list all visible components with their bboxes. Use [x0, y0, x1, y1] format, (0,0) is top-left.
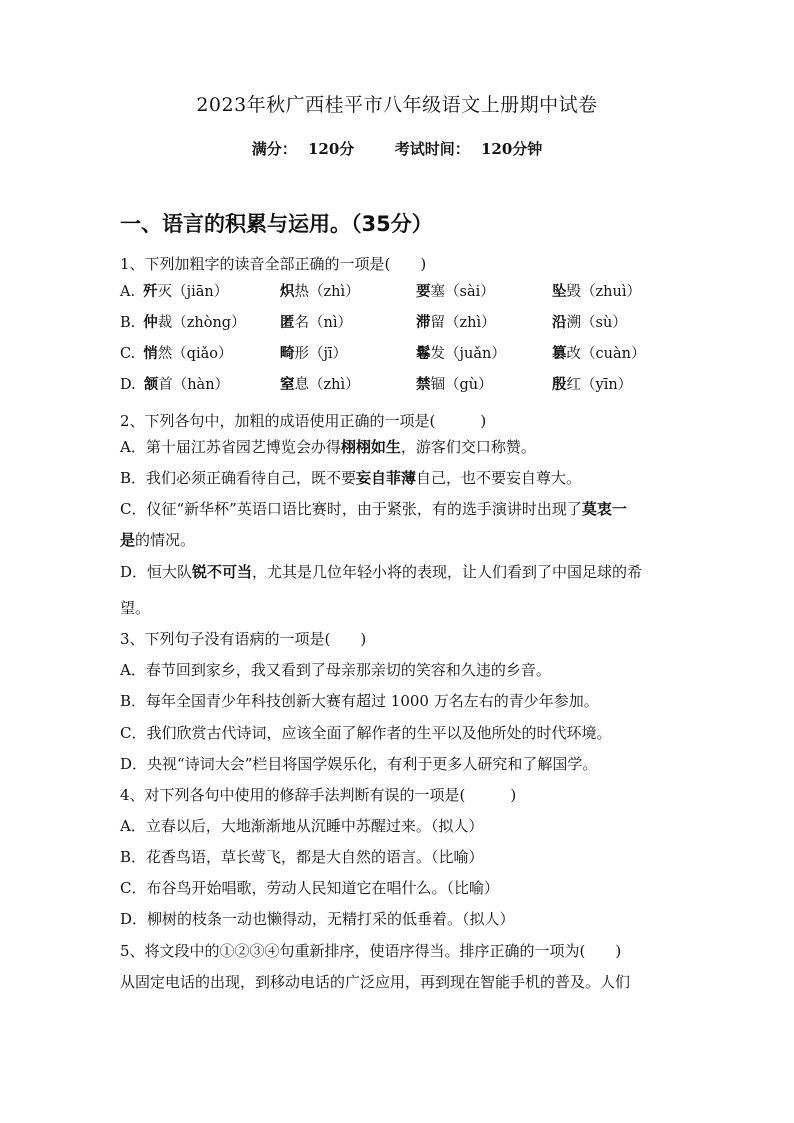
q1-word-pinyin: 留（zhì） [430, 315, 496, 331]
q1-option-c-item [120, 342, 232, 363]
q1-word-pinyin: 首（hàn） [158, 377, 230, 393]
q2-option-b [120, 467, 581, 488]
q1-word-pinyin: 息（zhì） [294, 377, 360, 393]
q1-option-c-item [280, 342, 347, 363]
q4-option-c: C．布谷鸟开始唱歌，劳动人民知道它在唱什么。（比喻） [120, 879, 499, 897]
q1-word-pinyin: 形（jī） [294, 346, 348, 362]
q1-bold-char: 禁 [416, 376, 431, 393]
q1-option-d-item [416, 373, 493, 394]
q2-stem: 2、下列各句中，加粗的成语使用正确的一项是( ) [120, 412, 487, 430]
time-label: 考试时间： [394, 140, 470, 158]
q1-option-d-item [120, 373, 229, 394]
q2-option-d [120, 561, 642, 582]
time-value: 120分钟 [480, 140, 543, 158]
q1-bold-char: 篡 [552, 345, 567, 362]
q1-option-a-item [280, 280, 360, 301]
q3-stem: 3、下列句子没有语病的一项是( ) [120, 630, 367, 648]
q1-option-c-item [552, 342, 645, 363]
q2-b-idiom: 妄自菲薄 [356, 469, 417, 487]
q1-bold-char: 滞 [416, 314, 431, 331]
q1-bold-char: 歼 [143, 283, 158, 300]
q1-bold-char: 鬈 [416, 345, 431, 362]
q1-word-pinyin: 改（cuàn） [566, 346, 646, 362]
q1-word-pinyin: 锢（gù） [430, 377, 493, 393]
q1-option-label: A. [120, 284, 136, 300]
q2-d-post: ，尤其是几位年轻小将的表现，让人们看到了中国足球的希 [252, 563, 643, 581]
q3-option-c: C．我们欣赏古代诗词，应该全面了解作者的生平以及他所处的时代环境。 [120, 724, 612, 742]
q4-option-b: B．花香鸟语，草长莺飞，都是大自然的语言。（比喻） [120, 848, 484, 866]
exam-meta [0, 138, 794, 159]
q1-option-label: B. [120, 315, 136, 331]
q1-word-pinyin: 发（juǎn） [430, 346, 506, 362]
q2-a-pre: A．第十届江苏省园艺博览会办得 [120, 438, 341, 456]
q1-word-pinyin: 名（nì） [294, 315, 352, 331]
q2-c-post: 的情况。 [135, 531, 196, 549]
q1-bold-char: 悄 [143, 345, 158, 362]
section-heading: 一、语言的积累与运用。（35分） [120, 212, 433, 236]
q1-bold-char: 仲 [143, 314, 158, 331]
q2-c-idiom-part1: 莫衷一 [581, 500, 627, 518]
exam-title: 2023年秋广西桂平市八年级语文上册期中试卷 [196, 94, 598, 116]
q1-word-pinyin: 溯（sù） [566, 315, 627, 331]
q3-option-a: A．春节回到家乡，我又看到了母亲那亲切的笑容和久违的乡音。 [120, 661, 551, 679]
q1-word-pinyin: 毁（zhuì） [566, 284, 641, 300]
q1-bold-char: 殷 [552, 376, 567, 393]
q1-bold-char: 颔 [143, 376, 159, 393]
q1-option-d-item [552, 373, 632, 394]
q1-bold-char: 沿 [552, 314, 567, 331]
q1-word-pinyin: 灭（jiān） [157, 284, 229, 300]
q1-word-pinyin: 然（qiǎo） [157, 346, 233, 362]
score-label: 满分： [251, 140, 297, 158]
q1-option-b-item [120, 311, 246, 332]
q2-option-a [120, 436, 536, 457]
q1-option-a-item [120, 280, 228, 301]
q2-b-pre: B．我们必须正确看待自己，既不要 [120, 469, 357, 487]
q1-bold-char: 窒 [280, 376, 295, 393]
q1-stem: 1、下列加粗字的读音全部正确的一项是( ) [120, 255, 427, 273]
q2-a-post: ，游客们交口称赞。 [400, 438, 536, 456]
q4-stem: 4、对下列各句中使用的修辞手法判断有误的一项是( ) [120, 786, 517, 804]
q2-c-pre: C．仪征“新华杯”英语口语比赛时，由于紧张，有的选手演讲时出现了 [120, 500, 582, 518]
q2-b-post: 自己，也不要妄自尊大。 [416, 469, 582, 487]
q1-option-label: C. [120, 346, 136, 362]
q1-bold-char: 坠 [552, 283, 567, 300]
q1-option-label: D. [120, 377, 136, 393]
q1-word-pinyin: 红（yīn） [566, 377, 633, 393]
q1-bold-char: 要 [416, 283, 431, 300]
q3-option-d: D．央视“诗词大会”栏目将国学娱乐化，有利于更多人研究和了解国学。 [120, 755, 598, 773]
q1-option-a-item [552, 280, 641, 301]
q2-option-c-cont [120, 529, 195, 550]
q1-option-b-item [280, 311, 352, 332]
q2-c-idiom-part2: 是 [120, 531, 136, 549]
q1-word-pinyin: 热（zhì） [294, 284, 360, 300]
q1-option-b-item [552, 311, 627, 332]
q2-a-idiom: 栩栩如生 [340, 438, 401, 456]
q1-option-b-item [416, 311, 496, 332]
q2-option-d-cont: 望。 [120, 599, 151, 617]
score-value: 120分 [307, 140, 355, 158]
q4-option-a: A．立春以后，大地渐渐地从沉睡中苏醒过来。（拟人） [120, 817, 484, 835]
q1-bold-char: 炽 [280, 283, 295, 300]
q1-bold-char: 匿 [280, 314, 295, 331]
q1-word-pinyin: 塞（sài） [430, 284, 495, 300]
q2-d-pre: D．恒大队 [120, 563, 193, 581]
q1-bold-char: 畸 [280, 345, 295, 362]
q3-option-b: B．每年全国青少年科技创新大赛有超过 1000 万名左右的青少年参加。 [120, 692, 599, 710]
q1-option-d-item [280, 373, 360, 394]
q5-stem: 5、将文段中的①②③④句重新排序，使语序得当。排序正确的一项为( ) [120, 942, 622, 960]
q1-option-a-item [416, 280, 495, 301]
q5-passage: 从固定电话的出现，到移动电话的广泛应用，再到现在智能手机的普及。人们 [120, 973, 631, 991]
q4-option-d: D．柳树的枝条一动也懒得动，无精打采的低垂着。（拟人） [120, 910, 515, 928]
q1-word-pinyin: 裁（zhòng） [157, 315, 246, 331]
q2-d-idiom: 锐不可当 [192, 563, 253, 581]
q1-option-c-item [416, 342, 506, 363]
q2-option-c [120, 498, 627, 519]
